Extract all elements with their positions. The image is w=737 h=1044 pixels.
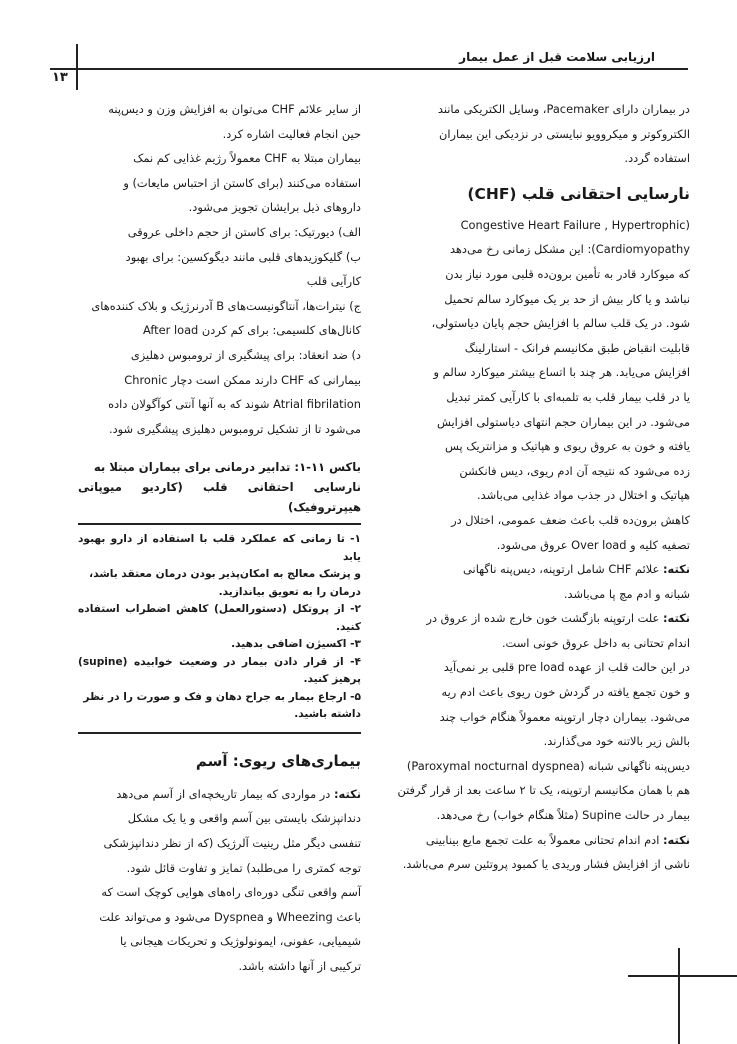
text-line: می‌شود. بیماران دچار ارتوپنه معمولاً هنگام خواب چند — [439, 709, 690, 724]
crop-mark-vertical — [678, 948, 680, 1044]
note-text: ادم اندام تحتانی معمولاً به علت تجمع مایع بینابینی — [425, 832, 663, 847]
box-item: ۱- تا زمانی که عملکرد قلب با استفاده از دارو بهبود یابد — [78, 533, 361, 563]
text-line: شبانه و ادم مچ پا می‌باشد. — [563, 586, 690, 601]
text-line — [384, 557, 690, 582]
text-line: کانال‌های کلسیمی: برای کم کردن After load — [142, 323, 361, 338]
box-item: ۲- از پروتکل (دستورالعمل) کاهش اضطراب استفاده کنید. — [78, 603, 361, 633]
pacemaker-paragraph — [384, 97, 690, 171]
note-label: نکته: — [333, 786, 361, 801]
text-line — [384, 606, 690, 631]
right-column — [384, 97, 690, 877]
text-line: د) ضد انعقاد: برای پیشگیری از ترومبوس دهلیزی — [130, 347, 361, 362]
box-item: درمان را به تعویق بیاندازید. — [218, 585, 361, 598]
text-line: در این حالت قلب از عهده pre load قلبی بر نمی‌آید — [443, 660, 690, 675]
text-line: استفاده گردد. — [624, 151, 690, 166]
text-line: یا در قلب بیمار قلب به تلمبه‌ای با کارآیی کمتر تبدیل — [446, 389, 690, 404]
text-line: تنفسی دیگر مثل رینیت آلرژیک (که از نظر دندانپزشکی — [103, 836, 361, 850]
text-line: الکتروکوتر و میکروویو نبایستی در نزدیکی این بیماران — [438, 126, 690, 141]
text-line: توجه کمتری را می‌طلبد) تمایز و تفاوت قائل شود. — [126, 860, 361, 875]
text-line: ج) نیترات‌ها، آنتاگونیست‌های B آدرنرژیک و بلاک کننده‌های — [91, 298, 361, 313]
box-item: ۵- ارجاع بیمار به جراح دهان و فک و صورت را در نظر — [83, 690, 361, 703]
box-title-line: باکس ۱۱-۱: تدابیر درمانی برای بیماران مبتلا به — [93, 460, 361, 475]
header-rule-vertical — [76, 44, 78, 90]
text-line: بیمار در حالت Supine (مثلاً هنگام خواب) رخ می‌دهد. — [436, 808, 690, 823]
text-line: از سایر علائم CHF می‌توان به افزایش وزن و دیس‌پنه — [108, 102, 361, 116]
note-text: علت ارتوپنه بازگشت خون خارج شده از عروق در — [426, 611, 663, 626]
text-line: اندام تحتانی به داخل عروق خونی است. — [501, 635, 690, 650]
text-line: و خون تجمع یافته در گردش خون ریوی باعث ادم ریه — [441, 685, 690, 700]
box-title — [78, 453, 361, 525]
note-text: در مواردی که بیمار تاریخچه‌ای از آسم می‌دهد — [116, 786, 334, 801]
chf-treatment-paragraph — [78, 97, 361, 441]
text-line: هم با همان مکانیسم ارتوپنه، یک تا ۲ ساعت بعد از قرار گرفتن — [397, 783, 690, 798]
page-number: ۱۳ — [52, 70, 68, 85]
text-line: آسم واقعی تنگی دوره‌ای راه‌های هوایی کوچک است که — [101, 885, 361, 900]
treatment-box — [78, 453, 361, 734]
box-item: داشته باشید. — [294, 708, 361, 721]
asthma-heading: بیماری‌های ریوی: آسم — [195, 751, 361, 770]
text-line: نباشد و یا کار بیش از حد بر یک میوکارد سالم تحمیل — [444, 291, 690, 306]
text-line: هپاتیک و اختلال در جذب مواد غذایی می‌باشد. — [477, 488, 690, 503]
text-line: در بیماران دارای Pacemaker، وسایل الکتریکی مانند — [437, 102, 690, 116]
text-line — [78, 782, 361, 807]
note-text: علائم CHF شامل ارتوپنه، دیس‌پنه ناگهانی — [463, 562, 663, 577]
crop-mark-horizontal — [628, 975, 737, 977]
text-line: Atrial fibrilation شوند که به آنها آنتی کوآگولان داده — [108, 397, 361, 412]
running-header-title: ارزیابی سلامت قبل از عمل بیمار — [459, 50, 655, 64]
text-line: بالش زیر بالاتنه خود می‌گذارند. — [543, 734, 690, 749]
text-line: ب) گلیکوزیدهای قلبی مانند دیگوکسین: برای بهبود — [125, 249, 361, 264]
text-line: بیمارانی که CHF دارند ممکن است دچار Chronic — [124, 372, 361, 387]
box-item: ۴- از قرار دادن بیمار در وضعیت خوابیده (supine) پرهیز کنید. — [78, 655, 361, 686]
text-line: که میوکارد قادر به تأمین برون‌ده قلبی مورد نیاز بدن — [445, 266, 690, 281]
text-line: قابلیت انقباض طبق مکانیسم فرانک - استارلینگ — [464, 340, 690, 355]
text-line: شیمیایی، عفونی، ایمونولوژیک و تحریکات هیجانی یا — [120, 934, 361, 949]
left-column — [78, 97, 361, 979]
text-line: افزایش می‌یابد. هر چند با اتساع بیشتر میوکارد سالم و — [433, 365, 690, 380]
text-line: شود. در یک قلب سالم با افزایش حجم پایان دیاستولی، — [431, 316, 690, 331]
text-line: زده می‌شود که نتیجه آن ادم ریوی، دیس فانکشن — [459, 463, 690, 478]
note-label: نکته: — [662, 832, 690, 847]
text-line: الف) دیورتیک: برای کاستن از حجم داخلی عروقی — [127, 224, 361, 239]
note-label: نکته: — [662, 611, 690, 626]
text-line: داروهای ذیل برایشان تجویز می‌شود. — [188, 200, 361, 215]
note-orthopnea — [384, 606, 690, 827]
text-line: دیس‌پنه ناگهانی شبانه (Paroxymal nocturnal dyspnea) — [406, 758, 690, 773]
text-line: ترکیبی از آنها داشته باشد. — [238, 958, 361, 973]
text-line: حین انجام فعالیت اشاره کرد. — [222, 126, 361, 141]
text-line: کارآیی قلب — [306, 274, 361, 289]
chf-paragraph — [384, 213, 690, 557]
text-line: یافته و خون به عروق ریوی و هپاتیک و مزانتریک پس — [444, 439, 690, 454]
asthma-paragraph — [78, 782, 361, 979]
text-line: بیماران مبتلا به CHF معمولاً رژیم غذایی کم نمک — [133, 151, 361, 166]
text-line: (Congestive Heart Failure , Hypertrophic — [460, 217, 690, 232]
text-line: باعث Wheezing و Dyspnea می‌شود و می‌تواند علت — [99, 909, 361, 924]
text-line: ناشی از افزایش فشار وریدی یا کمبود پروتئین سرم می‌باشد. — [402, 857, 690, 872]
box-item: ۳- اکسیژن اضافی بدهید. — [231, 638, 361, 651]
text-line: دندانپزشک بایستی بین آسم واقعی و یا یک مشکل — [127, 811, 361, 826]
text-line: Cardiomyopathy): این مشکل زمانی رخ می‌دهد — [449, 242, 690, 257]
header-rule-horizontal — [50, 68, 688, 70]
text-line: استفاده می‌کنند (برای کاستن از احتباس مایعات) و — [123, 175, 361, 190]
chf-heading: نارسایی احتقانی قلب (CHF) — [467, 184, 690, 203]
note-symptoms — [384, 557, 690, 606]
box-item: و پزشک معالج به امکان‌پذیر بودن درمان معتقد باشد، — [89, 568, 361, 581]
note-edema — [384, 828, 690, 877]
text-line: می‌شود تا از تشکیل ترومبوس دهلیزی پیشگیری شود. — [108, 421, 361, 436]
text-line: می‌شود. در این بیماران حجم انتهای دیاستولی افزایش — [436, 414, 690, 429]
box-body — [78, 525, 361, 732]
text-line: کاهش برون‌ده قلب باعث ضعف عمومی، اختلال در — [451, 512, 690, 527]
box-title-line: نارسایی احتقانی قلب (کاردیو میوپاتی هیپرتروفیک) — [78, 480, 361, 515]
note-label: نکته: — [662, 562, 690, 577]
text-line — [384, 828, 690, 853]
text-line: تصفیه کلیه و Over load عروق می‌شود. — [496, 537, 690, 552]
